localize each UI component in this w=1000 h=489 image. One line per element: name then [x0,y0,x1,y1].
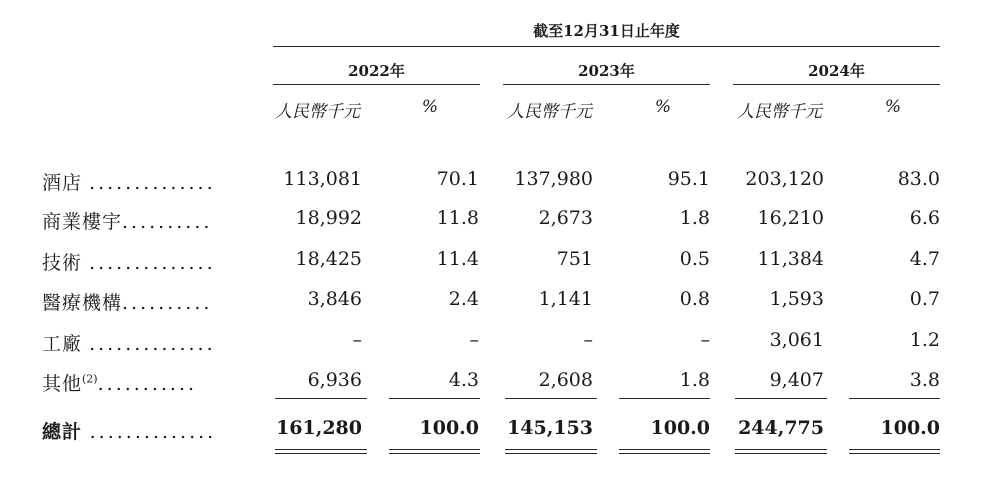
cell-2024-amount: 1,593 [769,288,824,310]
cell-2022-amount: 3,846 [307,288,362,310]
unit-percent-2023: % [654,97,672,117]
double-rule-2023-amount [505,449,597,454]
cell-2022-percent: 11.8 [436,207,479,229]
cell-2022-amount: 113,081 [283,168,362,190]
cell-2024-amount: 203,120 [745,168,824,190]
cell-2024-percent: 3.8 [909,369,940,391]
double-rule-2022-percent [389,449,480,454]
row-label-text: 技術 [42,252,83,274]
cell-2024-percent: 0.7 [909,288,940,310]
year-2023-header: 2023年 [578,62,635,80]
total-2024-amount: 244,775 [738,417,824,439]
subtotal-rule-2024-amount [735,398,827,399]
unit-amount-2022: 人民幣千元 [275,102,360,122]
total-label-text: 總計 [42,421,83,443]
total-row-label [42,417,216,444]
table-row-label [42,168,216,195]
cell-2022-amount: – [352,329,362,351]
cell-2022-amount: 6,936 [307,369,362,391]
cell-2024-percent: 1.2 [909,329,940,351]
cell-2024-percent: 4.7 [909,248,940,270]
cell-2022-amount: 18,992 [295,207,362,229]
cell-2023-percent: – [700,329,710,351]
subtotal-rule-2023-amount [505,398,597,399]
cell-2023-percent: 0.5 [679,248,710,270]
double-rule-2024-amount [735,449,827,454]
row-label-text: 商業樓宇 [42,211,123,233]
dot-leader: .............. [89,421,217,443]
cell-2023-amount: 2,673 [538,207,593,229]
double-rule-2022-amount [275,449,367,454]
year-2024-rule [733,84,940,85]
cell-2022-percent: – [469,329,479,351]
cell-2023-amount: 751 [556,248,593,270]
header-rule [273,46,940,47]
cell-2024-amount: 16,210 [757,207,824,229]
year-2022-header: 2022年 [348,62,405,80]
year-2022-rule [273,84,480,85]
unit-percent-2024: % [884,97,902,117]
table-row-label [42,207,212,234]
row-label-text: 醫療機構 [42,292,123,314]
dot-leader: .............. [89,252,216,274]
unit-amount-2023: 人民幣千元 [507,102,592,122]
cell-2022-amount: 18,425 [295,248,362,270]
cell-2024-percent: 83.0 [897,168,940,190]
cell-2023-amount: 137,980 [514,168,593,190]
table-row-label [42,248,216,275]
dot-leader: .............. [89,172,216,194]
subtotal-rule-2022-amount [275,398,367,399]
row-label-text: 其他 [42,373,83,395]
dot-leader: .......... [122,292,213,314]
double-rule-2024-percent [849,449,940,454]
dot-leader: .............. [89,333,216,355]
cell-2024-percent: 6.6 [909,207,940,229]
cell-2022-percent: 11.4 [436,248,479,270]
cell-2022-percent: 4.3 [448,369,479,391]
cell-2024-amount: 3,061 [769,329,824,351]
cell-2023-percent: 1.8 [679,369,710,391]
table-row-label [42,329,216,356]
table-row-label [42,369,197,396]
cell-2022-percent: 70.1 [436,168,479,190]
dot-leader: ........... [97,373,198,395]
row-label-text: 工廠 [42,333,83,355]
total-2023-amount: 145,153 [507,417,593,439]
double-rule-2023-percent [619,449,710,454]
footnote-marker: (2) [82,372,98,386]
row-label-text: 酒店 [42,172,83,194]
total-2022-amount: 161,280 [276,417,362,439]
total-2022-percent: 100.0 [419,417,479,439]
cell-2023-percent: 0.8 [679,288,710,310]
period-header: 截至12月31日止年度 [533,22,680,40]
cell-2024-amount: 11,384 [757,248,824,270]
table-row-label [42,288,212,315]
total-2024-percent: 100.0 [880,417,940,439]
total-2023-percent: 100.0 [650,417,710,439]
subtotal-rule-2023-percent [619,398,710,399]
cell-2023-amount: 1,141 [538,288,593,310]
subtotal-rule-2024-percent [849,398,940,399]
year-2024-header: 2024年 [808,62,865,80]
cell-2023-percent: 95.1 [667,168,710,190]
unit-percent-2022: % [421,97,439,117]
subtotal-rule-2022-percent [389,398,480,399]
cell-2023-percent: 1.8 [679,207,710,229]
cell-2023-amount: 2,608 [538,369,593,391]
year-2023-rule [503,84,710,85]
cell-2023-amount: – [583,329,593,351]
cell-2024-amount: 9,407 [769,369,824,391]
unit-amount-2024: 人民幣千元 [737,102,822,122]
dot-leader: .......... [122,211,213,233]
cell-2022-percent: 2.4 [448,288,479,310]
